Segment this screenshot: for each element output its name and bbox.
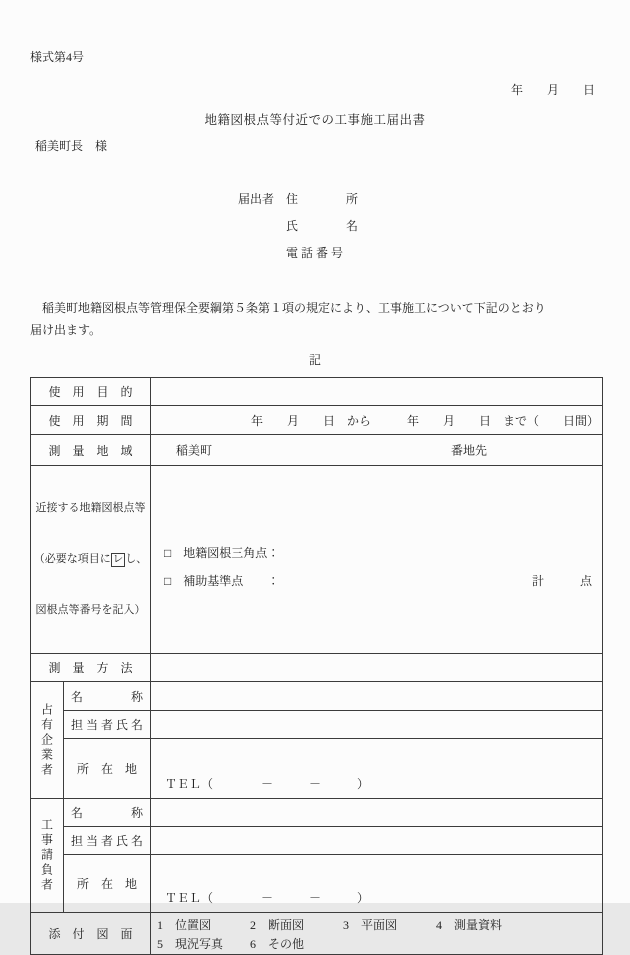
table-row xyxy=(31,855,603,913)
occupier-tel: ＴＥＬ（ － － ） xyxy=(165,777,370,791)
attachment-item: 5 現況写真 xyxy=(157,937,224,951)
applicant-address-line: 届出者 住 所 xyxy=(238,192,359,206)
occupier-group-label-cell xyxy=(31,682,64,799)
applicant-name-line: 氏 名 xyxy=(238,219,359,233)
survey-area-label: 測 量 地 域 xyxy=(31,435,151,466)
table-row xyxy=(31,739,603,799)
contractor-tel: ＴＥＬ（ － － ） xyxy=(165,891,370,905)
page-title: 地籍図根点等付近での工事施工届出書 xyxy=(204,113,426,127)
attachments-line-1 xyxy=(157,916,602,935)
occupier-contact-label: 担 当 者 氏 名 xyxy=(64,711,151,739)
survey-method-value-cell xyxy=(151,654,603,682)
occupier-group-label: 占有企業者 xyxy=(39,702,54,778)
attachment-item: 3 平面図 xyxy=(343,918,398,932)
attachment-item: 6 その他 xyxy=(250,937,305,951)
nearby-points-label-line1: 近接する地籍図根点等 xyxy=(35,502,146,514)
contractor-name-label: 名 称 xyxy=(64,799,151,827)
table-row xyxy=(31,682,603,711)
intro-line-2: 届け出ます。 xyxy=(30,323,102,337)
survey-area-lot-suffix: 番地先 xyxy=(451,443,488,458)
period-label: 使 用 期 間 xyxy=(31,406,151,435)
occupier-address-cell xyxy=(151,739,603,799)
date-line: 年 月 日 xyxy=(510,83,595,97)
attachments-line-2 xyxy=(157,935,602,954)
notification-table xyxy=(30,377,603,955)
attachments-label: 添 付 図 面 xyxy=(31,913,151,955)
points-total: 計 点 xyxy=(532,573,593,588)
table-row xyxy=(31,435,603,466)
intro-paragraph xyxy=(30,297,602,341)
nearby-points-label-line3: 図根点等番号を記入） xyxy=(35,604,146,616)
contractor-contact-label: 担 当 者 氏 名 xyxy=(64,827,151,855)
table-row xyxy=(31,827,603,855)
checkbox-auxiliary-point-row xyxy=(164,572,592,589)
survey-area-cell xyxy=(151,435,603,466)
table-row xyxy=(31,466,603,654)
attachment-item: 2 断面図 xyxy=(250,918,305,932)
check-mark-sample: レ xyxy=(112,554,124,565)
purpose-value-cell xyxy=(151,378,603,406)
table-row xyxy=(31,711,603,739)
contractor-group-label: 工事請負者 xyxy=(39,818,54,893)
purpose-label: 使 用 目 的 xyxy=(31,378,151,406)
attachments-cell xyxy=(151,913,603,955)
applicant-block xyxy=(238,186,358,267)
attachment-item: 4 測量資料 xyxy=(436,918,503,932)
table-row xyxy=(31,378,603,406)
occupier-address-label: 所 在 地 xyxy=(64,739,151,799)
intro-line-1: 稲美町地籍図根点等管理保全要綱第５条第１項の規定により、工事施工について下記のとおり xyxy=(30,301,546,315)
contractor-address-cell xyxy=(151,855,603,913)
occupier-name-label: 名 称 xyxy=(64,682,151,711)
contractor-name-cell xyxy=(151,799,603,827)
checkbox-auxiliary-point: □ 補助基準点 ： xyxy=(164,573,280,588)
addressee: 稲美町長 様 xyxy=(35,139,108,153)
period-value-cell: 年 月 日 から 年 月 日 まで（ 日間） xyxy=(151,406,603,435)
table-row xyxy=(31,913,603,955)
applicant-phone-line: 電 話 番 号 xyxy=(238,246,344,260)
checkbox-triangulation-point: □ 地籍図根三角点： xyxy=(164,545,280,560)
contractor-address-label: 所 在 地 xyxy=(64,855,151,913)
contractor-contact-cell xyxy=(151,827,603,855)
form-number: 様式第4号 xyxy=(30,50,85,64)
occupier-name-cell xyxy=(151,682,603,711)
nearby-points-label-cell xyxy=(31,466,151,654)
nearby-points-options-cell xyxy=(151,466,603,654)
occupier-contact-cell xyxy=(151,711,603,739)
survey-method-label: 測 量 方 法 xyxy=(31,654,151,682)
record-mark: 記 xyxy=(308,353,321,367)
attachment-item: 1 位置図 xyxy=(157,918,212,932)
table-row xyxy=(31,799,603,827)
nearby-points-label-line2: （必要な項目に レ し、 xyxy=(33,553,148,565)
table-row xyxy=(31,406,603,435)
survey-area-town: 稲美町 xyxy=(176,443,213,458)
table-row xyxy=(31,654,603,682)
contractor-group-label-cell xyxy=(31,799,64,913)
